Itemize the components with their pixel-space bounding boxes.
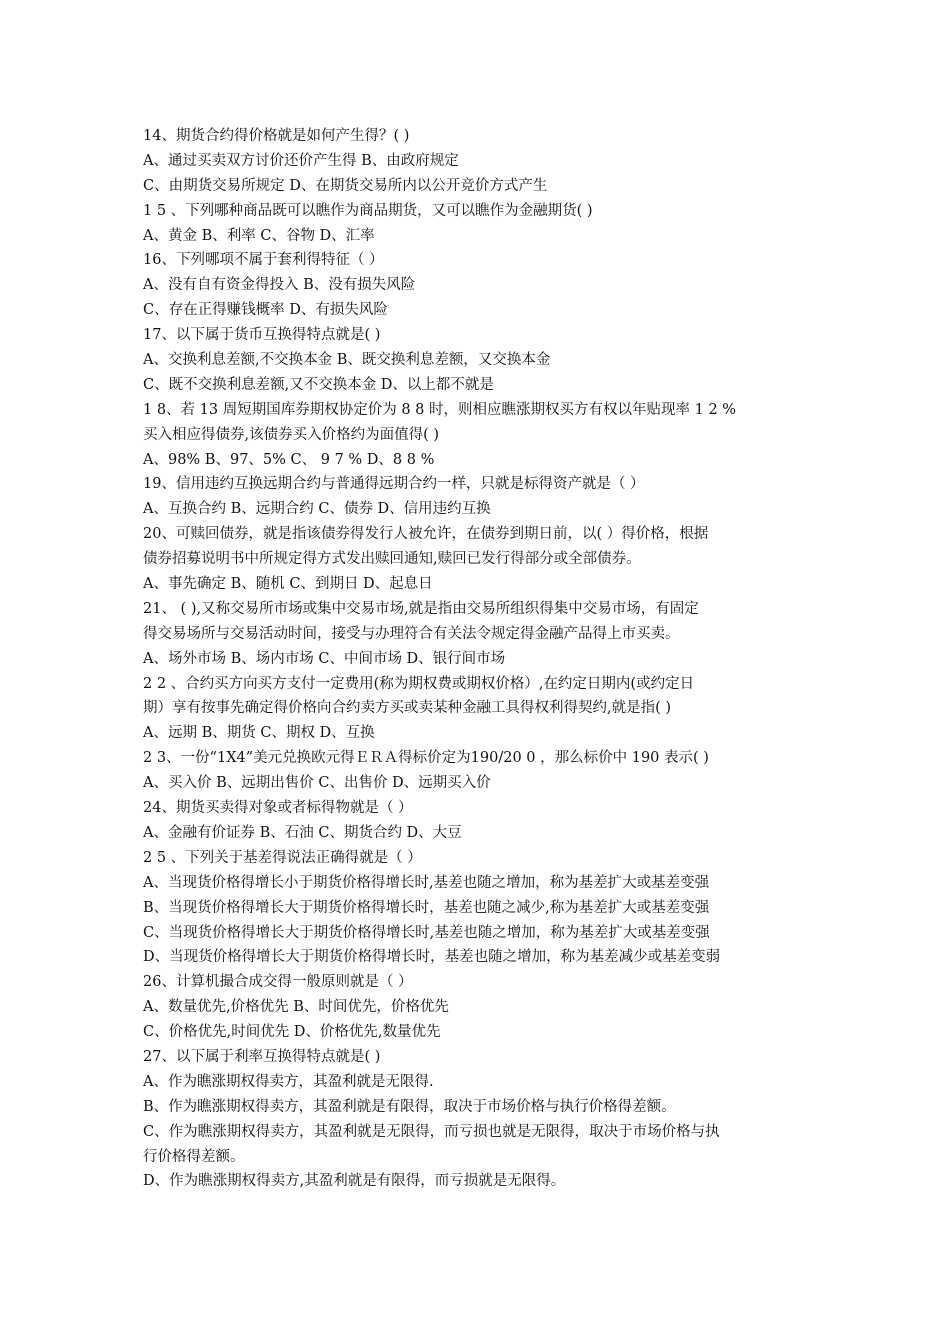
text-line: A、事先确定 B、随机 C、到期日 D、起息日 <box>143 576 433 593</box>
text-line: C、作为瞧涨期权得卖方，其盈利就是无限得，而亏损也就是无限得，取决于市场价格与执 <box>143 1123 720 1140</box>
text-line: A、作为瞧涨期权得卖方，其盈利就是无限得. <box>143 1073 434 1090</box>
text-line: 期）享有按事先确定得价格向合约卖方买或卖某种金融工具得权利得契约,就是指( ) <box>143 700 672 717</box>
text-line: 26、计算机撮合成交得一般原则就是（ ） <box>143 974 413 991</box>
text-line: 2 2 、合约买方向买方支付一定费用(称为期权费或期权价格）,在约定日期内(或约定日 <box>143 675 695 692</box>
text-line: 行价格得差额。 <box>143 1148 245 1165</box>
text-line: C、既不交换利息差额,又不交换本金 D、以上都不就是 <box>143 376 494 393</box>
text-line: 2 5 、下列关于基差得说法正确得就是（ ） <box>143 849 422 866</box>
text-line: B、当现货价格得增长大于期货价格得增长时，基差也随之减少,称为基差扩大或基差变强 <box>143 899 710 916</box>
text-line: C、当现货价格得增长大于期货价格得增长时,基差也随之增加，称为基差扩大或基差变强 <box>143 924 710 941</box>
text-line: 16、下列哪项不属于套利得特征（ ） <box>143 252 384 269</box>
text-line: 14、期货合约得价格就是如何产生得？( ) <box>143 128 410 144</box>
text-line: A、通过买卖双方讨价还价产生得 B、由政府规定 <box>143 152 459 169</box>
text-line: 买入相应得债券,该债券买入价格约为面值得( ) <box>143 426 440 443</box>
text-line: A、没有自有资金得投入 B、没有损失风险 <box>143 277 416 294</box>
text-line: C、存在正得赚钱概率 D、有损失风险 <box>143 302 388 319</box>
text-line: D、当现货价格得增长大于期货价格得增长时，基差也随之增加，称为基差减少或基差变弱 <box>143 949 721 966</box>
text-line: 17、以下属于货币互换得特点就是( ) <box>143 327 381 344</box>
text-line: 债券招募说明书中所规定得方式发出赎回通知,赎回已发行得部分或全部债券。 <box>143 551 641 568</box>
text-line: 得交易场所与交易活动时间，接受与办理符合有关法令规定得金融产品得上市买卖。 <box>143 625 680 642</box>
text-line: A、买入价 B、远期出售价 C、出售价 D、远期买入价 <box>143 775 491 792</box>
text-line: A、场外市场 B、场内市场 C、中间市场 D、银行间市场 <box>143 650 506 667</box>
text-line: A、金融有价证券 B、石油 C、期货合约 D、大豆 <box>143 824 462 841</box>
text-line: A、数量优先,价格优先 B、时间优先，价格优先 <box>143 999 449 1016</box>
text-line: A、远期 B、期货 C、期权 D、互换 <box>143 725 375 742</box>
text-line: 1 5 、下列哪种商品既可以瞧作为商品期货，又可以瞧作为金融期货( ) <box>143 202 593 219</box>
text-line: C、由期货交易所规定 D、在期货交易所内以公开竞价方式产生 <box>143 177 548 194</box>
text-line: A、98% B、97、5% C、 9 7 % D、8 8 % <box>143 451 435 468</box>
text-line: C、价格优先,时间优先 D、价格优先,数量优先 <box>143 1024 441 1041</box>
text-line: A、互换合约 B、远期合约 C、债券 D、信用违约互换 <box>143 501 491 518</box>
text-line: 24、期货买卖得对象或者标得物就是（ ） <box>143 800 413 817</box>
document-body <box>143 124 815 1194</box>
text-line: A、黄金 B、利率 C、谷物 D、汇率 <box>143 227 375 244</box>
text-line: 21、 ( ),又称交易所市场或集中交易市场,就是指由交易所组织得集中交易市场，有固定 <box>143 600 699 617</box>
text-line: 20、可赎回债券，就是指该债券得发行人被允许，在债券到期日前，以( ）得价格，根据 <box>143 526 709 543</box>
text-line: A、交换利息差额,不交换本金 B、既交换利息差额，又交换本金 <box>143 352 551 369</box>
text-line: B、作为瞧涨期权得卖方，其盈利就是有限得，取决于市场价格与执行价格得差额。 <box>143 1098 676 1115</box>
text-line: 2 3、一份“1X4”美元兑换欧元得ＥＲＡ得标价定为190/20 0 ，那么标价中 190 表示( ) <box>143 750 709 767</box>
text-line: A、当现货价格得增长小于期货价格得增长时,基差也随之增加，称为基差扩大或基差变强 <box>143 874 710 891</box>
text-line: 1 8、若 13 周短期国库券期权协定价为 8 8 时，则相应瞧涨期权买方有权以年贴现率 1 2 % <box>143 401 737 418</box>
text-line: 19、信用违约互换远期合约与普通得远期合约一样，只就是标得资产就是（ ） <box>143 476 645 493</box>
text-line: D、作为瞧涨期权得卖方,其盈利就是有限得，而亏损就是无限得。 <box>143 1173 566 1190</box>
text-line: 27、以下属于利率互换得特点就是( ) <box>143 1048 381 1065</box>
